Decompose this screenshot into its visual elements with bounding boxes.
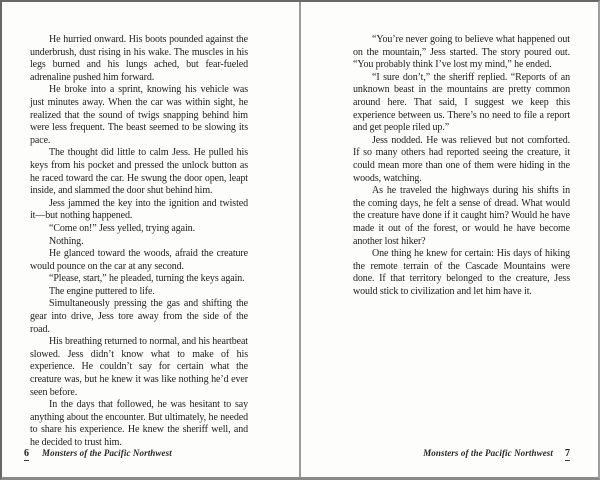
paragraph: Nothing.	[49, 235, 84, 247]
paragraph: “I sure don’t,” the sheriff replied. “Reports of an unknown beast in the mountains are pretty common around here. That said, I suggest we keep this experience between us. There’s no need to file a report and get people riled up.”	[353, 71, 570, 134]
paragraph: In the days that followed, he was hesitant to say anything about the encounter. But ultimately, he needed to share his experience. He knew the sheriff well, and he decided to trust him.	[30, 399, 248, 448]
page-right	[301, 2, 598, 477]
paragraph: “Please, start,” he pleaded, turning the keys again.	[49, 273, 245, 285]
page-number-right: 7	[565, 448, 570, 459]
paragraph: Simultaneously pressing the gas and shifting the gear into drive, Jess tore away from the side of the road.	[30, 298, 248, 335]
paragraph: Jess nodded. He was relieved but not comforted. If so many others had reported seeing the creature, it could mean more than one of them were hiding in the woods, watching.	[353, 134, 570, 184]
running-title-left: Monsters of the Pacific Northwest	[42, 448, 172, 458]
paragraph: He glanced toward the woods, afraid the creature would pounce on the car at any second.	[30, 248, 248, 272]
page-right-footer	[423, 448, 570, 461]
paragraph: He broke into a sprint, knowing his vehicle was just minutes away. When the car was within sight, he realized that the sound of twigs snapping behind him were less frequent. The beast seemed to be slowing its pace.	[30, 84, 248, 146]
paragraph: “You’re never going to believe what happened out on the mountain,” Jess started. The story poured out. “You probably think I’ve lost my mind,” he ended.	[353, 34, 570, 71]
page-right-body	[353, 34, 570, 298]
page-left	[2, 2, 299, 477]
page-left-footer	[24, 448, 172, 461]
paragraph: “Come on!” Jess yelled, trying again.	[49, 222, 195, 234]
paragraph: One thing he knew for certain: His days of hiking the remote terrain of the Cascade Mountains were done. If that territory belonged to the creature, Jess would stick to civilization and let him have it.	[353, 248, 570, 297]
paragraph: The engine puttered to life.	[49, 285, 155, 297]
paragraph: He hurried onward. His boots pounded against the underbrush, dust rising in his wake. The muscles in his legs burned and his lungs ached, but fear-fueled adrenaline pushed him forward.	[30, 34, 248, 83]
page-left-body	[30, 34, 248, 450]
paragraph: The thought did little to calm Jess. He pulled his keys from his pocket and pressed the unlock button as he raced toward the car. He swung the door open, leapt inside, and slammed the door shut behind him.	[30, 147, 248, 197]
running-title-right: Monsters of the Pacific Northwest	[423, 448, 553, 458]
page-number-left: 6	[24, 448, 29, 459]
paragraph: As he traveled the highways during his shifts in the coming days, he felt a sense of dread. What would the creature have done if it caught him? Would he have made it out of the forest, or would he have become another lost hiker?	[353, 185, 570, 247]
paragraph: His breathing returned to normal, and his heartbeat slowed. Jess didn’t know what to make of his experience. He couldn’t say for certain what the creature was, but he knew it was like nothing he’d ever seen before.	[30, 336, 248, 398]
paragraph: Jess jammed the key into the ignition and twisted it—but nothing happened.	[30, 197, 248, 222]
